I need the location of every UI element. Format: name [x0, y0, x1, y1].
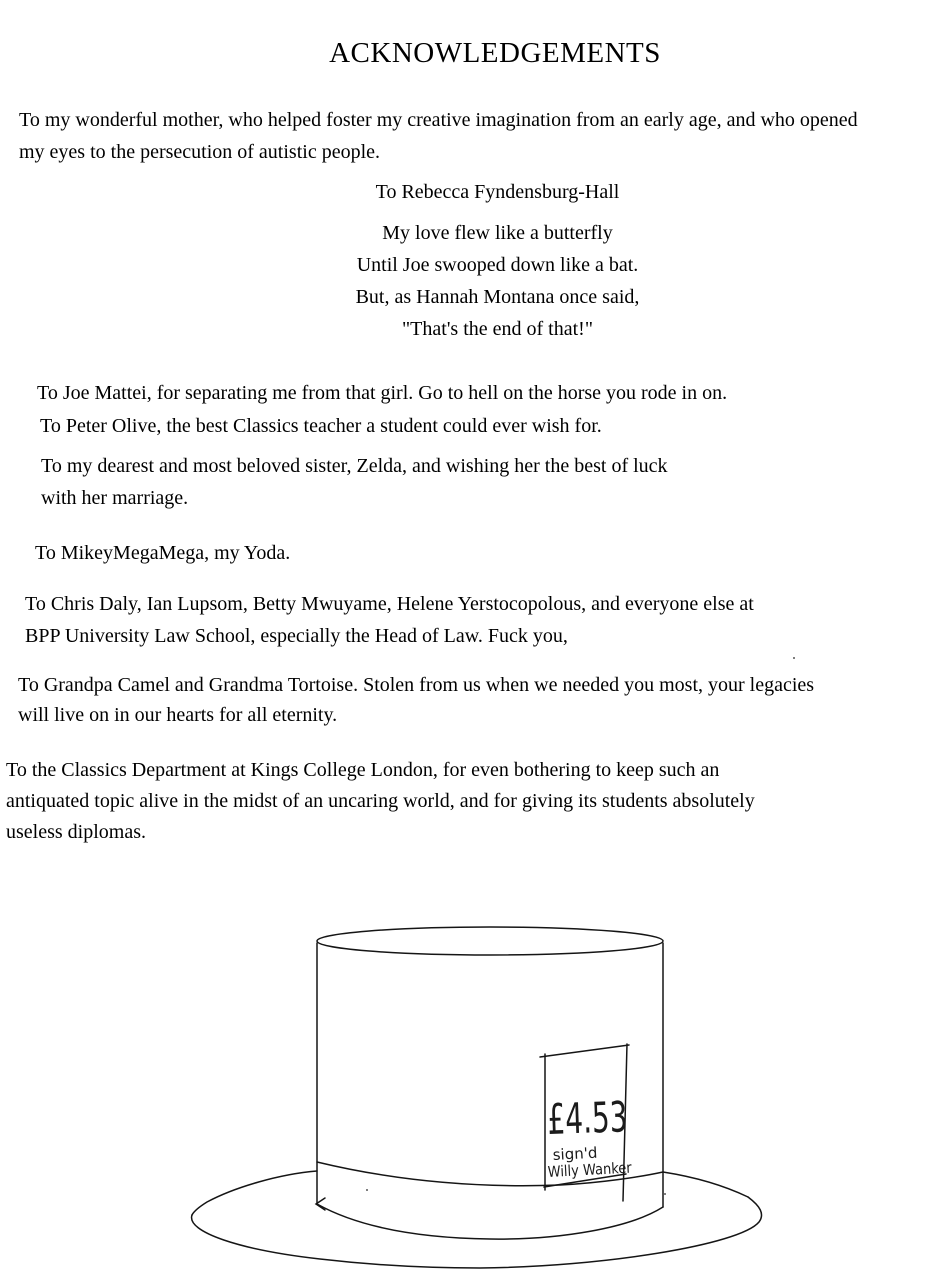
text-line: antiquated topic alive in the midst of an uncaring world, and for giving its students absolutely	[6, 790, 755, 812]
poem-line: "That's the end of that!"	[402, 318, 593, 340]
text-line: To the Classics Department at Kings College London, for even bothering to keep such an	[6, 759, 720, 781]
text-line: my eyes to the persecution of autistic people.	[19, 141, 381, 163]
paragraph-peter-olive: To Peter Olive, the best Classics teacher a student could ever wish for.	[40, 415, 602, 437]
page-title: ACKNOWLEDGEMENTS	[329, 37, 661, 69]
hat-crown-bottom-edge	[317, 1204, 663, 1239]
hat-crown-top	[317, 927, 663, 955]
text-line: BPP University Law School, especially the Head of Law. Fuck you,	[25, 625, 568, 647]
paragraph-mikeymegamega: To MikeyMegaMega, my Yoda.	[35, 542, 291, 564]
hat-brim-top-right	[663, 1172, 748, 1197]
dedication-rebecca: To Rebecca Fyndensburg-Hall	[375, 181, 620, 203]
hat-brim-outer-edge	[192, 1197, 762, 1268]
text-line: useless diplomas.	[6, 821, 146, 843]
hat-brim-top-left	[192, 1171, 317, 1215]
text-line: To Grandpa Camel and Grandma Tortoise. Stolen from us when we needed you most, your legacies	[18, 674, 815, 696]
text-line: To Chris Daly, Ian Lupsom, Betty Mwuyame, Helene Yerstocopolous, and everyone else at	[25, 593, 754, 615]
price-tag-signature: Willy Wanker	[547, 1157, 645, 1181]
text-line: To my wonderful mother, who helped foster my creative imagination from an early age, and who opened	[19, 109, 858, 131]
text-line: To my dearest and most beloved sister, Zelda, and wishing her the best of luck	[41, 455, 668, 477]
text-line: will live on in our hearts for all eternity.	[18, 704, 338, 726]
price-tag-top-edge	[540, 1045, 629, 1057]
poem-line: But, as Hannah Montana once said,	[355, 286, 640, 308]
poem-line: My love flew like a butterfly	[382, 222, 613, 244]
text-line: with her marriage.	[41, 487, 189, 509]
paragraph-joe-mattei: To Joe Mattei, for separating me from that girl. Go to hell on the horse you rode in on.	[37, 382, 728, 404]
price-tag-signed-label: sign'd	[552, 1143, 598, 1164]
price-tag-amount: £4.53	[546, 1090, 669, 1144]
poem-line: Until Joe swooped down like a bat.	[356, 254, 639, 276]
